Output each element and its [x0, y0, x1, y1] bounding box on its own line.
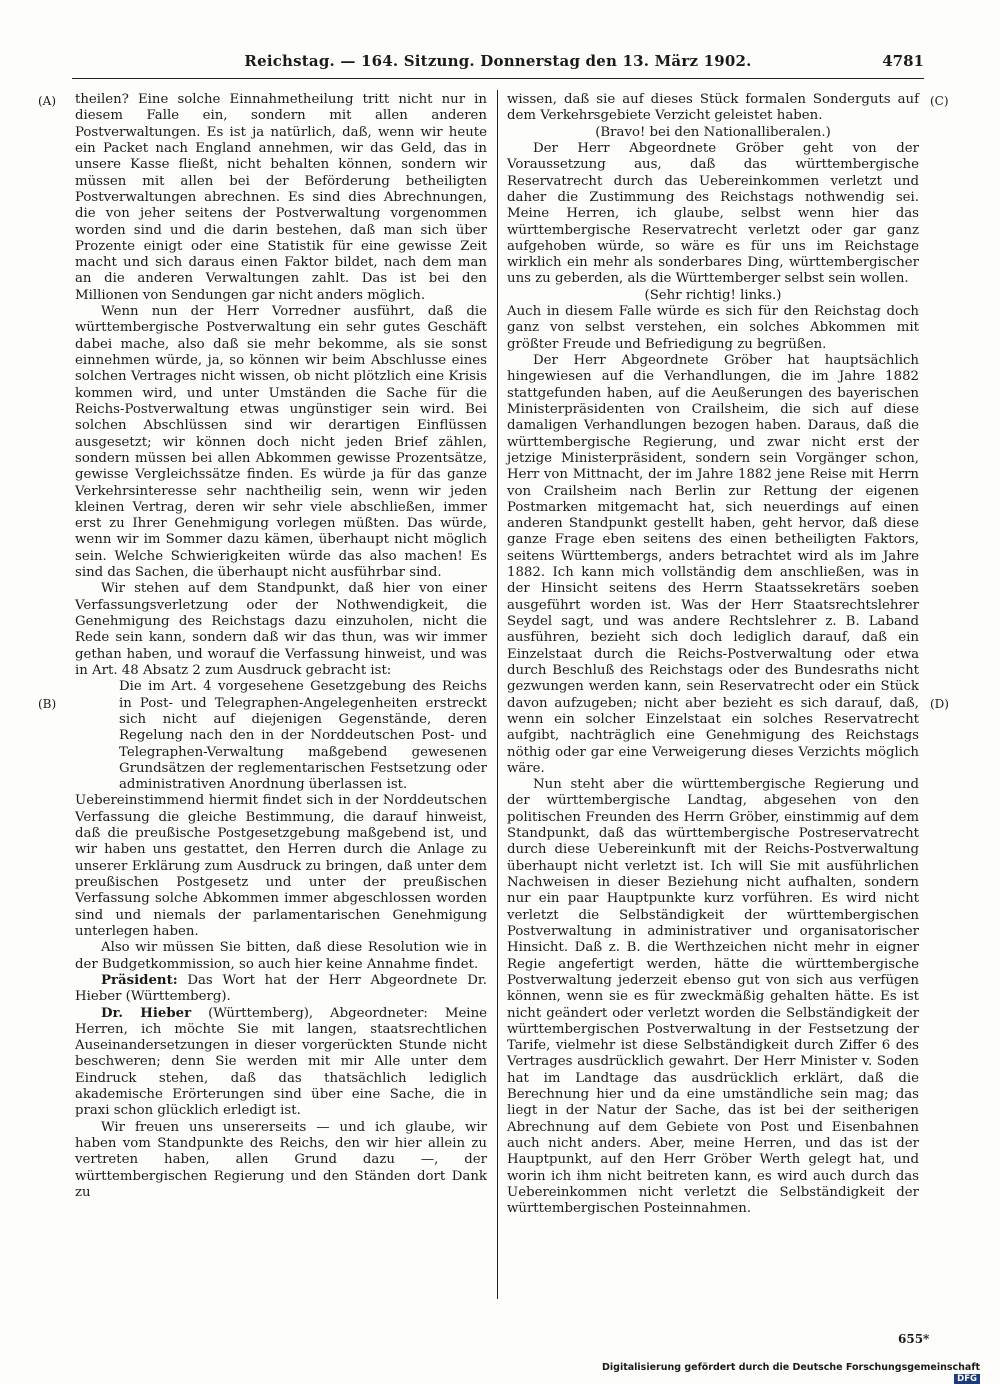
speaker-label: Präsident:	[101, 972, 178, 988]
column-separator	[497, 90, 498, 1299]
paragraph: Wir stehen auf dem Standpunkt, daß hier von einer Verfassungsverletzung oder der Nothwendigkeit, die Genehmigung des Reichstags dazu einzuholen, nicht die Rede sein kann, sondern daß wir das thun, was wir immer gethan haben, und worauf die Verfassung hinweist, und was in Art. 48 Absatz 2 zum Ausdruck gebracht ist:	[75, 581, 487, 678]
paragraph: wissen, daß sie auf dieses Stück formalen Sonderguts auf dem Verkehrsgebiete Verzicht geleistet haben.	[507, 92, 919, 124]
margin-mark-a: (A)	[38, 94, 57, 108]
margin-mark-c: (C)	[930, 94, 949, 108]
paragraph: Der Herr Abgeordnete Gröber geht von der Voraussetzung aus, daß das württembergische Reservatrecht durch das Uebereinkommen verletzt und daher die Zustimmung des Reichstags nothwendig sei. Meine Herren, ich glaube, selbst wenn hier das württembergische Reservatrecht verletzt oder gar ganz aufgehoben würde, so wäre es für uns im Reichstage wirklich ein mehr als sonderbares Ding, württembergischer uns zu geberden, als die Württemberger selbst sein wollen.	[507, 140, 919, 287]
block-quote: Die im Art. 4 vorgesehene Gesetzgebung des Reichs in Post- und Telegraphen-Angelegenheiten erstreckt sich nicht auf diejenigen Gegenstände, deren Regelung nach den in der Norddeutschen Post- und Telegraphen-Verwaltung maßgebend gewesenen Grundsätzen der reglementarischen Festsetzung oder administrativen Anordnung überlassen ist.	[119, 679, 487, 793]
dfg-logo: DFG	[954, 1374, 980, 1384]
footer-text: Digitalisierung gefördert durch die Deutsche Forschungsgemeinschaft	[602, 1362, 980, 1373]
paragraph: Auch in diesem Falle würde es sich für den Reichstag doch ganz von selbst verstehen, ein solches Abkommen mit größter Freude und Befriedigung zu begrüßen.	[507, 304, 919, 352]
paragraph: Wir freuen uns unsererseits — und ich glaube, wir haben vom Standpunkte des Reichs, den wir hier allein zu vertreten haben, allen Grund dazu —, der württembergischen Regierung und den Ständen dort Dank zu	[75, 1119, 487, 1200]
speech-text: Das Wort hat der Herr Abgeordnete Dr. Hieber (Württemberg).	[75, 972, 487, 1005]
margin-mark-b: (B)	[38, 697, 57, 711]
running-title: Reichstag. — 164. Sitzung. Donnerstag den 13. März 1902.	[244, 52, 752, 70]
audience-reaction: (Sehr richtig! links.)	[644, 287, 782, 303]
margin-mark-d: (D)	[930, 697, 949, 711]
paragraph: Der Herr Abgeordnete Gröber hat hauptsächlich hingewiesen auf die Verhandlungen, die im Jahre 1882 stattgefunden haben, auf die Aeußerungen des bayerischen Ministerpräsidenten von Crailsheim, die sich auf diese damaligen Verhandlungen bezogen haben. Daraus, daß die württembergische Regierung, und zwar nicht erst der jetzige Ministerpräsident, sondern sein Vorgänger schon, Herr von Mittnacht, der im Jahre 1882 jene Reise mit Herrn von Crailsheim nach Berlin zur Rettung der eigenen Postmarken mitgemacht hat, sich neuerdings auf einen anderen Standpunkt gestellt haben, geht hervor, daß diese ganze Frage eben seitens des einen betheiligten Faktors, seitens Württembergs, anders betrachtet wird als im Jahre 1882. Ich kann mich vollständig dem anschließen, was in der Hinsicht seitens des Herrn Staatssekretärs soeben ausgeführt worden ist. Was der Herr Staatsrechtslehrer Seydel sagt, und was andere Rechtslehrer z. B. Laband ausführen, bezieht sich doch lediglich darauf, daß ein Einzelstaat durch die Reichs-Postverwaltung oder etwa durch Beschluß des Reichstags oder des Bundesraths nicht gezwungen werden kann, sein Reservatrecht oder ein Stück davon aufzugeben; nicht aber bezieht es sich darauf, daß, wenn ein solcher Einzelstaat ein solches Reservatrecht aufgibt, nachträglich eine Genehmigung des Reichstags nöthig oder gar eine Verweigerung dieses Verzichts möglich wäre.	[507, 353, 919, 776]
audience-reaction: (Bravo! bei den Nationalliberalen.)	[595, 124, 831, 140]
header-rule	[72, 78, 924, 79]
page-header	[72, 50, 924, 74]
paragraph: Also wir müssen Sie bitten, daß diese Resolution wie in der Budgetkommission, so auch hier keine Annahme findet.	[75, 940, 487, 972]
speaker-paragraph	[75, 1006, 487, 1120]
paragraph: Wenn nun der Herr Vorredner ausführt, daß die württembergische Postverwaltung ein sehr gutes Geschäft dabei mache, also daß sie mehr bekomme, als sie sonst einnehmen würde, ja, so können wir beim Abschlusse eines solchen Vertrages nicht wissen, ob nicht plötzlich eine Krisis kommen wird, und unter Umständen die Sache für die Reichs-Postverwaltung etwas ungünstiger sein wird. Bei solchen Abschlüssen sind wir derartigen Einflüssen ausgesetzt; wir können doch nicht jeden Brief zählen, sondern müssen bei allen Abkommen gewisse Prozentsätze, gewisse Vergleichssätze finden. Es würde ja für das ganze Verkehrsinteresse sehr nachtheilig sein, wenn wir jeden kleinen Vertrag, deren wir sehr viele abschließen, immer erst zu Ihrer Genehmigung vorlegen müßten. Das würde, wenn wir im Sommer dazu kämen, überhaupt nicht möglich sein. Welche Schwierigkeiten würde das also machen! Es sind das Sachen, die überhaupt nicht ausführbar sind.	[75, 304, 487, 581]
speaker-label: Dr. Hieber	[101, 1005, 192, 1021]
left-column	[75, 92, 487, 1201]
signature-mark: 655*	[898, 1332, 930, 1346]
paragraph: theilen? Eine solche Einnahmetheilung tritt nicht nur in diesem Falle ein, sondern mit allen anderen Postverwaltungen. Es ist ja natürlich, daß, wenn wir heute ein Packet nach England annehmen, wir das Geld, das in unsere Kasse fließt, nicht behalten können, sondern wir müssen mit allen bei der Beförderung betheiligten Postverwaltungen abrechnen. Es sind dies Abrechnungen, die von jeher seitens der Postverwaltung vorgenommen worden sind und die darin bestehen, daß man sich über Prozente einigt oder eine Statistik für eine gewisse Zeit macht und sich daraus einen Faktor bildet, nach dem man an die anderen Verwaltungen zahlt. Das ist bei den Millionen von Sendungen gar nicht anders möglich.	[75, 92, 487, 303]
speech-text: (Württemberg), Abgeordneter: Meine Herren, ich möchte Sie mit langen, staatsrechtlichen Auseinandersetzungen in dieser vorgerückten Stunde nicht beschweren; denn Sie werden mit mir Alle unter dem Eindruck stehen, daß das thatsächlich lediglich akademische Erörterungen sind über eine Sache, die in praxi schon glücklich erledigt ist.	[75, 1005, 487, 1119]
page-number: 4781	[882, 52, 924, 70]
paragraph: Nun steht aber die württembergische Regierung und der württembergische Landtag, abgesehen von den politischen Freunden des Herrn Gröber, einstimmig auf dem Standpunkt, daß das württembergische Postreservatrecht durch diese Uebereinkunft mit der Reichs-Postverwaltung überhaupt nicht verletzt ist. Ich will Sie mit ausführlichen Nachweisen in dieser Beziehung nicht aufhalten, sondern nur ein paar Hauptpunkte kurz vorführen. Es wird nicht verletzt die Selbständigkeit der württembergischen Postverwaltung in administrativer und organisatorischer Hinsicht. Daß z. B. die Werthzeichen nicht mehr in eigner Regie angefertigt werden, hätte die württembergische Postverwaltung jederzeit ebenso gut von sich aus verfügen können, wenn sie es für zweckmäßig gehalten hätte. Es ist nicht geändert oder verletzt worden die Selbständigkeit der württembergischen Postverwaltung in der Festsetzung der Tarife, vielmehr ist diese Selbständigkeit durch Ziffer 6 des Vertrages ausdrücklich gewahrt. Der Herr Minister v. Soden hat im Landtage das ausdrücklich erklärt, daß die Berechnung hier und da eine umständliche sein mag; das liegt in der Natur der Sache, das ist bei der seitherigen Abrechnung auf dem Gebiete von Post und Eisenbahnen auch nicht anders. Aber, meine Herren, und das ist der Hauptpunkt, auf den Herr Gröber Werth gelegt hat, und worin ich ihm nicht beitreten kann, es wird auch durch das Uebereinkommen nicht verletzt die Selbständigkeit der württembergischen Posteinnahmen.	[507, 777, 919, 1217]
paragraph: Uebereinstimmend hiermit findet sich in der Norddeutschen Verfassung die gleiche Bestimmung, die darauf hinweist, daß die preußische Postgesetzgebung maßgebend ist, und wir haben uns gestattet, den Herren durch die Anlage zu unserer Erklärung zum Ausdruck zu bringen, daß unter dem preußischen Postgesetz und unter der preußischen Verfassung solche Abkommen immer abgeschlossen worden sind und niemals der parlamentarischen Genehmigung unterlegen haben.	[75, 793, 487, 939]
right-column	[507, 92, 919, 1218]
footer	[600, 1362, 980, 1384]
speaker-paragraph	[75, 973, 487, 1006]
